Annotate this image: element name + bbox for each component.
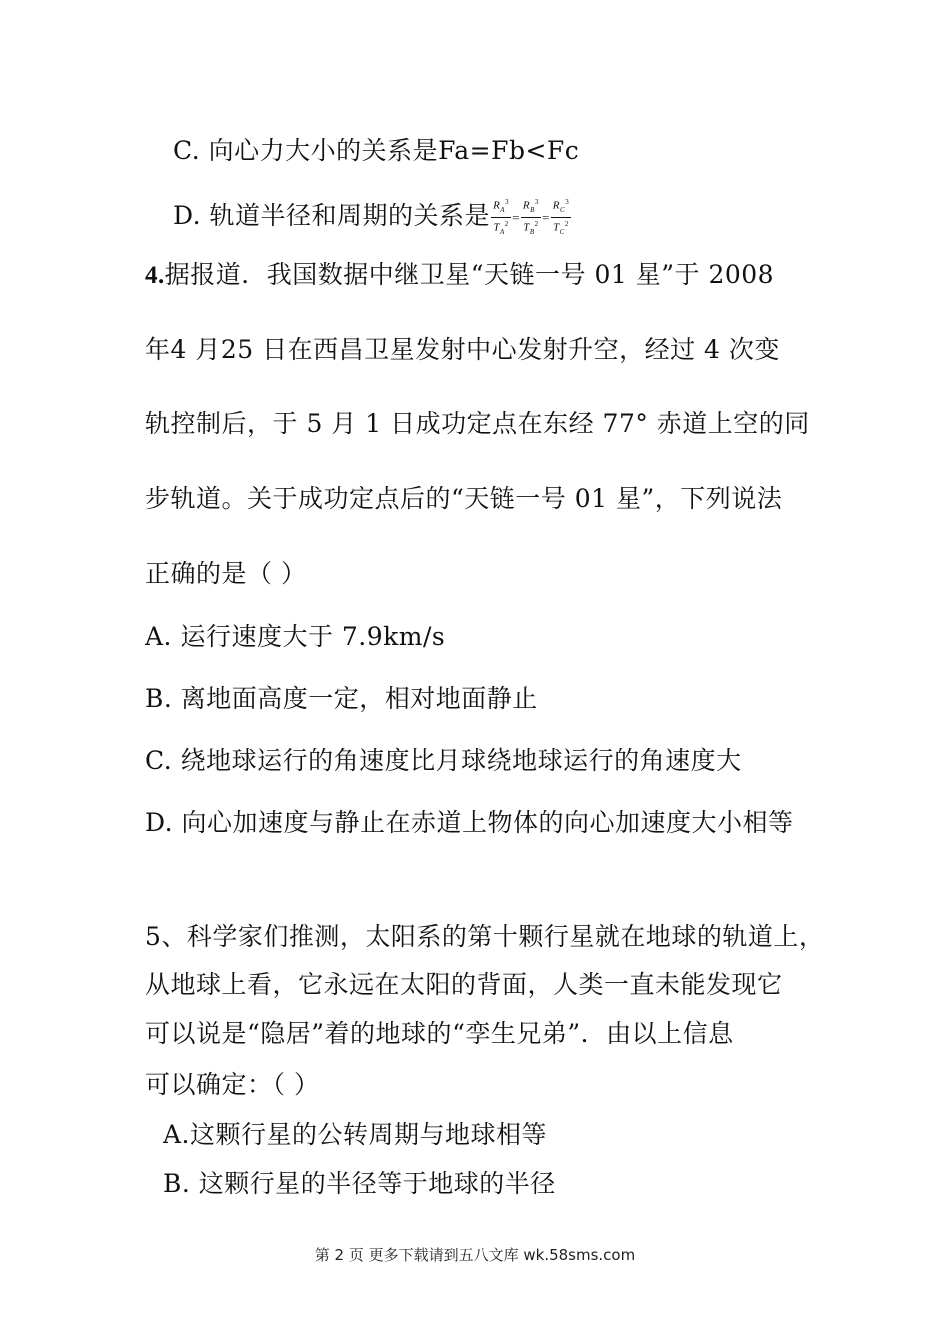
q3-option-c: C. 向心力大小的关系是Fa=Fb<Fc — [173, 136, 580, 165]
q5-stem-line-1: 5、科学家们推测，太阳系的第十颗行星就在地球的轨道上， — [145, 922, 825, 951]
q4-option-b: B. 离地面高度一定，相对地面静止 — [145, 684, 538, 713]
q5-stem-line-4: 可以确定：（ ） — [145, 1070, 320, 1099]
q4-stem-line-2: 年4 月25 日在西昌卫星发射中心发射升空，经过 4 次变 — [145, 335, 780, 364]
q5-option-b: B. 这颗行星的半径等于地球的半径 — [163, 1169, 556, 1198]
q3-option-d-text: D. 轨道半径和周期的关系是 — [173, 200, 491, 230]
q5-option-a: A.这颗行星的公转周期与地球相等 — [163, 1120, 548, 1149]
q4-option-a: A. 运行速度大于 7.9km/s — [145, 622, 446, 651]
q3-option-d — [173, 196, 572, 239]
q5-stem-line-3: 可以说是“隐居”着的地球的“孪生兄弟”．由以上信息 — [145, 1019, 734, 1048]
formula-equals: = — [541, 209, 550, 225]
q4-option-d: D. 向心加速度与静止在赤道上物体的向心加速度大小相等 — [145, 808, 794, 837]
q4-stem-line-3: 轨控制后，于 5 月 1 日成功定点在东经 77° 赤道上空的同 — [145, 409, 810, 438]
q4-stem-line-5: 正确的是（ ） — [145, 559, 307, 588]
formula-fraction-c: $\frac{R_C^3}{T_C^2}$ — [552, 198, 570, 236]
q5-stem-line-2: 从地球上看，它永远在太阳的背面，人类一直未能发现它 — [145, 970, 783, 999]
q4-stem-line-4: 步轨道。关于成功定点后的“天链一号 01 星”，下列说法 — [145, 484, 783, 513]
formula-fraction-b: $\frac{R_B^3}{T_B^2}$ — [522, 198, 539, 236]
q4-stem-line-1: 4.据报道．我国数据中继卫星“天链一号 01 星”于 2008 — [145, 260, 775, 289]
q4-option-c: C. 绕地球运行的角速度比月球绕地球运行的角速度大 — [145, 746, 742, 775]
formula-fraction-a: $\frac{R_A^3}{T_A^2}$ — [493, 198, 510, 236]
q4-number: 4. — [145, 262, 165, 289]
formula-equals: = — [512, 209, 520, 225]
page-footer: 第 2 页 更多下载请到五八文库 wk.58sms.com — [314, 1246, 636, 1264]
